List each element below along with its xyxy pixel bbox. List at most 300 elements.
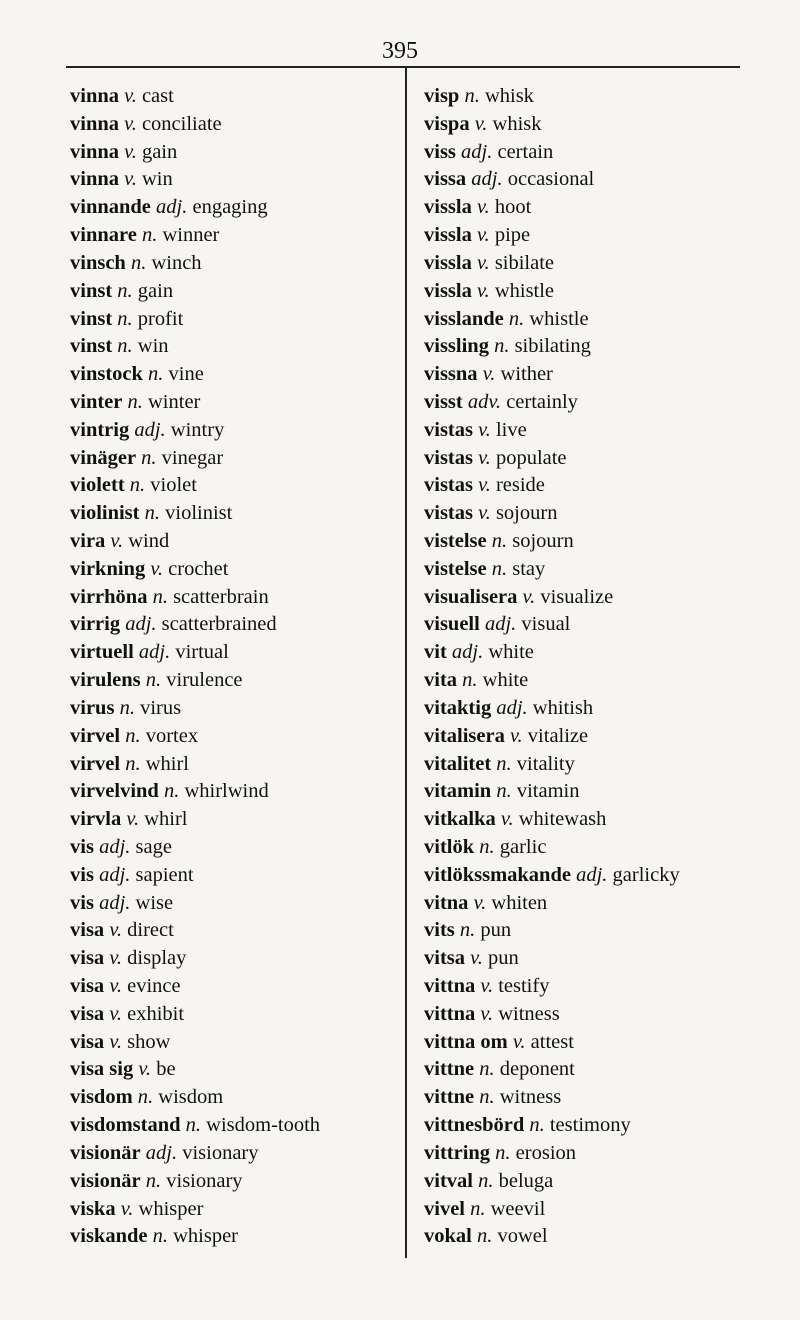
headword: vinna xyxy=(70,112,119,135)
part-of-speech: n. xyxy=(152,585,168,608)
dictionary-entry xyxy=(70,139,320,167)
headword: vittnesbörd xyxy=(424,1114,525,1137)
dictionary-entry xyxy=(70,723,320,751)
part-of-speech: v. xyxy=(500,808,514,831)
translation: erosion xyxy=(515,1141,577,1164)
translation: scatterbrained xyxy=(161,613,277,636)
dictionary-entry xyxy=(424,361,680,389)
headword: vinst xyxy=(70,279,113,302)
headword: vinnare xyxy=(70,224,137,247)
part-of-speech: v. xyxy=(473,891,487,914)
dictionary-entry xyxy=(424,1056,680,1084)
dictionary-entry xyxy=(70,695,320,723)
headword: vissna xyxy=(424,363,478,386)
translation: wisdom xyxy=(158,1086,224,1109)
dictionary-entry xyxy=(70,1001,320,1029)
headword: vittne xyxy=(424,1086,475,1109)
translation: vitamin xyxy=(516,780,580,803)
dictionary-entry xyxy=(424,417,680,445)
headword: visuell xyxy=(424,613,480,636)
dictionary-entry xyxy=(70,1112,320,1140)
part-of-speech: v. xyxy=(126,808,140,831)
part-of-speech: adj. xyxy=(99,835,131,858)
headword: visa xyxy=(70,919,105,942)
part-of-speech: adj. xyxy=(99,891,131,914)
headword: vis xyxy=(70,891,94,914)
dictionary-entry xyxy=(70,278,320,306)
translation: vortex xyxy=(145,724,199,747)
dictionary-entry xyxy=(70,834,320,862)
part-of-speech: n. xyxy=(496,780,512,803)
dictionary-entry xyxy=(70,973,320,1001)
translation: beluga xyxy=(498,1169,554,1192)
dictionary-entry xyxy=(70,778,320,806)
part-of-speech: n. xyxy=(127,390,143,413)
headword: vissla xyxy=(424,196,472,219)
part-of-speech: v. xyxy=(478,502,491,525)
part-of-speech: adj. xyxy=(461,140,493,163)
part-of-speech: n. xyxy=(478,1169,494,1192)
translation: wisdom-tooth xyxy=(206,1114,321,1137)
headword: vintrig xyxy=(70,418,130,441)
headword: vistas xyxy=(424,418,473,441)
translation: visionary xyxy=(166,1169,243,1192)
part-of-speech: v. xyxy=(124,140,137,163)
dictionary-entry xyxy=(424,528,680,556)
translation: garlic xyxy=(499,835,547,858)
translation: virtual xyxy=(175,641,229,664)
translation: whirlwind xyxy=(184,780,269,803)
headword: virtuell xyxy=(70,641,134,664)
headword: vittna om xyxy=(424,1030,508,1053)
translation: profit xyxy=(137,307,184,330)
headword: visa xyxy=(70,1030,105,1053)
part-of-speech: n. xyxy=(529,1114,545,1137)
dictionary-entry xyxy=(424,611,680,639)
part-of-speech: n. xyxy=(476,1225,493,1248)
headword: viskande xyxy=(70,1225,148,1248)
headword: virus xyxy=(70,696,115,719)
headword: visualisera xyxy=(424,585,518,608)
dictionary-entry xyxy=(70,1029,320,1057)
dictionary-entry xyxy=(70,1168,320,1196)
headword: virvelvind xyxy=(70,780,159,803)
translation: virulence xyxy=(166,669,243,692)
translation: gain xyxy=(141,140,178,163)
headword: vitval xyxy=(424,1169,473,1192)
translation: be xyxy=(156,1058,176,1081)
dictionary-entry xyxy=(424,1196,680,1224)
dictionary-entry xyxy=(424,945,680,973)
headword: vittring xyxy=(424,1141,491,1164)
headword: vissling xyxy=(424,335,489,358)
headword: vittne xyxy=(424,1058,475,1081)
headword: vita xyxy=(424,669,458,692)
translation: pun xyxy=(480,919,512,942)
headword: vitna xyxy=(424,891,469,914)
translation: sage xyxy=(135,835,172,858)
part-of-speech: v. xyxy=(470,947,483,970)
part-of-speech: n. xyxy=(125,724,141,747)
dictionary-entry xyxy=(70,806,320,834)
translation: virus xyxy=(140,696,182,719)
translation: display xyxy=(127,947,187,970)
headword: visionär xyxy=(70,1141,141,1164)
dictionary-entry xyxy=(424,111,680,139)
part-of-speech: v. xyxy=(124,85,137,107)
headword: vissla xyxy=(424,251,472,274)
part-of-speech: n. xyxy=(464,85,480,107)
dictionary-entry xyxy=(424,1029,680,1057)
dictionary-entry xyxy=(424,778,680,806)
translation: white xyxy=(482,669,529,692)
left-column xyxy=(70,83,320,1251)
translation: certainly xyxy=(506,390,578,413)
dictionary-entry xyxy=(70,639,320,667)
headword: visdomstand xyxy=(70,1114,181,1137)
dictionary-entry xyxy=(424,890,680,918)
headword: vitlök xyxy=(424,835,475,858)
dictionary-entry xyxy=(424,445,680,473)
headword: visst xyxy=(424,390,463,413)
headword: virvla xyxy=(70,808,122,831)
part-of-speech: adj. xyxy=(451,641,484,664)
translation: whiten xyxy=(491,891,548,914)
part-of-speech: n. xyxy=(145,669,162,692)
headword: visa xyxy=(70,975,105,997)
headword: vistelse xyxy=(424,557,487,580)
dictionary-entry xyxy=(70,500,320,528)
headword: violinist xyxy=(70,502,140,525)
headword: visp xyxy=(424,85,460,107)
part-of-speech: v. xyxy=(522,585,536,608)
dictionary-entry xyxy=(70,667,320,695)
part-of-speech: v. xyxy=(109,1030,123,1053)
headword: virvel xyxy=(70,752,121,775)
part-of-speech: v. xyxy=(138,1058,152,1081)
part-of-speech: v. xyxy=(480,1002,494,1025)
translation: pun xyxy=(487,947,519,970)
part-of-speech: n. xyxy=(491,530,508,552)
dictionary-entry xyxy=(70,472,320,500)
part-of-speech: v. xyxy=(120,1197,134,1220)
headword: visionär xyxy=(70,1169,141,1192)
part-of-speech: v. xyxy=(124,168,137,191)
part-of-speech: n. xyxy=(119,696,135,719)
dictionary-entry xyxy=(70,222,320,250)
part-of-speech: adj. xyxy=(145,1141,178,1164)
translation: certain xyxy=(497,140,554,163)
dictionary-entry xyxy=(70,250,320,278)
part-of-speech: adv. xyxy=(467,390,502,413)
dictionary-entry xyxy=(424,806,680,834)
part-of-speech: v. xyxy=(482,363,496,386)
headword: violett xyxy=(70,474,125,497)
part-of-speech: v. xyxy=(476,196,490,219)
translation: testimony xyxy=(549,1114,631,1137)
part-of-speech: n. xyxy=(125,752,141,775)
headword: vitaktig xyxy=(424,696,492,719)
translation: whirl xyxy=(144,808,188,831)
translation: visionary xyxy=(182,1141,259,1164)
headword: virkning xyxy=(70,557,146,580)
translation: whirl xyxy=(145,752,189,775)
translation: wintry xyxy=(170,418,225,441)
dictionary-entry xyxy=(424,389,680,417)
dictionary-entry xyxy=(424,500,680,528)
translation: winch xyxy=(151,251,202,274)
part-of-speech: adj. xyxy=(576,863,608,886)
page-number: 395 xyxy=(382,38,418,64)
dictionary-entry xyxy=(424,222,680,250)
dictionary-entry xyxy=(70,389,320,417)
translation: scatterbrain xyxy=(173,585,269,608)
part-of-speech: n. xyxy=(141,446,157,469)
translation: reside xyxy=(495,474,545,497)
dictionary-entry xyxy=(70,111,320,139)
part-of-speech: adj. xyxy=(125,613,157,636)
translation: vitalize xyxy=(527,724,589,747)
translation: direct xyxy=(127,919,174,942)
part-of-speech: v. xyxy=(109,919,123,942)
dictionary-entry xyxy=(424,973,680,1001)
headword: visa xyxy=(70,1002,105,1025)
dictionary-entry xyxy=(70,751,320,779)
dictionary-entry xyxy=(70,333,320,361)
translation: occasional xyxy=(507,168,595,191)
translation: cast xyxy=(141,85,174,107)
headword: vistas xyxy=(424,446,473,469)
headword: vissla xyxy=(424,224,472,247)
translation: deponent xyxy=(499,1058,575,1081)
part-of-speech: v. xyxy=(109,947,123,970)
translation: show xyxy=(127,1030,171,1053)
part-of-speech: n. xyxy=(508,307,525,330)
translation: conciliate xyxy=(141,112,222,135)
headword: vinst xyxy=(70,307,113,330)
dictionary-entry xyxy=(424,472,680,500)
translation: gain xyxy=(137,279,174,302)
dictionary-entry xyxy=(70,194,320,222)
part-of-speech: n. xyxy=(491,557,508,580)
part-of-speech: adj. xyxy=(484,613,517,636)
dictionary-entry xyxy=(70,417,320,445)
part-of-speech: v. xyxy=(150,557,164,580)
headword: visa sig xyxy=(70,1058,134,1081)
part-of-speech: n. xyxy=(479,1086,495,1109)
dictionary-entry xyxy=(70,556,320,584)
headword: vitsa xyxy=(424,947,465,970)
dictionary-entry xyxy=(70,584,320,612)
translation: exhibit xyxy=(127,1002,185,1025)
translation: vitality xyxy=(516,752,575,775)
translation: sapient xyxy=(135,863,194,886)
translation: wind xyxy=(128,530,170,552)
translation: sibilate xyxy=(494,251,555,274)
part-of-speech: adj. xyxy=(134,418,166,441)
translation: white xyxy=(488,641,534,664)
part-of-speech: n. xyxy=(163,780,180,803)
translation: attest xyxy=(530,1030,574,1053)
part-of-speech: v. xyxy=(509,724,523,747)
part-of-speech: n. xyxy=(117,307,133,330)
headword: visa xyxy=(70,947,105,970)
translation: winner xyxy=(162,224,220,247)
part-of-speech: n. xyxy=(496,752,512,775)
dictionary-entry xyxy=(424,139,680,167)
part-of-speech: v. xyxy=(480,975,494,997)
part-of-speech: n. xyxy=(148,363,164,386)
part-of-speech: n. xyxy=(117,335,133,358)
dictionary-entry xyxy=(424,166,680,194)
headword: vits xyxy=(424,919,455,942)
translation: testify xyxy=(498,975,550,997)
part-of-speech: v. xyxy=(109,1002,123,1025)
dictionary-entry xyxy=(70,890,320,918)
translation: whistle xyxy=(529,307,589,330)
part-of-speech: n. xyxy=(470,1197,486,1220)
part-of-speech: v. xyxy=(478,446,491,469)
translation: whitewash xyxy=(518,808,607,831)
dictionary-entry xyxy=(70,528,320,556)
dictionary-entry xyxy=(70,945,320,973)
translation: whisk xyxy=(492,112,542,135)
headword: vis xyxy=(70,863,94,886)
headword: visdom xyxy=(70,1086,133,1109)
translation: witness xyxy=(499,1086,562,1109)
dictionary-entry xyxy=(70,1056,320,1084)
dictionary-entry xyxy=(424,723,680,751)
headword: vinna xyxy=(70,140,119,163)
part-of-speech: n. xyxy=(141,224,158,247)
part-of-speech: n. xyxy=(117,279,133,302)
translation: whitish xyxy=(532,696,594,719)
headword: vinsch xyxy=(70,251,126,274)
part-of-speech: v. xyxy=(124,112,137,135)
translation: vowel xyxy=(497,1225,548,1248)
translation: wise xyxy=(135,891,174,914)
dictionary-entry xyxy=(424,584,680,612)
part-of-speech: n. xyxy=(479,1058,495,1081)
headword: vitalisera xyxy=(424,724,505,747)
part-of-speech: v. xyxy=(478,474,491,497)
headword: viss xyxy=(424,140,456,163)
headword: vispa xyxy=(424,112,470,135)
headword: virrig xyxy=(70,613,121,636)
headword: vinäger xyxy=(70,446,137,469)
dictionary-entry xyxy=(424,306,680,334)
dictionary-entry xyxy=(424,194,680,222)
part-of-speech: n. xyxy=(145,1169,162,1192)
part-of-speech: v. xyxy=(478,418,491,441)
translation: evince xyxy=(127,975,181,997)
headword: virvel xyxy=(70,724,121,747)
part-of-speech: n. xyxy=(152,1225,168,1248)
part-of-speech: n. xyxy=(144,502,160,525)
dictionary-entry xyxy=(424,1084,680,1112)
translation: winter xyxy=(148,390,201,413)
dictionary-entry xyxy=(424,695,680,723)
headword: vitalitet xyxy=(424,752,492,775)
translation: violet xyxy=(150,474,197,497)
part-of-speech: n. xyxy=(459,919,476,942)
dictionary-entry xyxy=(424,1223,680,1251)
translation: live xyxy=(495,418,527,441)
dictionary-entry xyxy=(424,862,680,890)
translation: whisper xyxy=(138,1197,204,1220)
part-of-speech: adj. xyxy=(496,696,528,719)
translation: vine xyxy=(168,363,204,386)
translation: whistle xyxy=(494,279,555,302)
headword: vokal xyxy=(424,1225,472,1248)
headword: vittna xyxy=(424,1002,476,1025)
translation: win xyxy=(137,335,169,358)
part-of-speech: n. xyxy=(185,1114,202,1137)
translation: engaging xyxy=(192,196,268,219)
dictionary-entry xyxy=(70,917,320,945)
dictionary-entry xyxy=(424,556,680,584)
part-of-speech: v. xyxy=(476,251,490,274)
translation: vinegar xyxy=(161,446,224,469)
translation: witness xyxy=(498,1002,560,1025)
translation: violinist xyxy=(165,502,233,525)
dictionary-entry xyxy=(424,1140,680,1168)
translation: sibilating xyxy=(514,335,591,358)
part-of-speech: n. xyxy=(137,1086,154,1109)
part-of-speech: v. xyxy=(109,975,123,997)
headword: vitamin xyxy=(424,780,492,803)
headword: vistas xyxy=(424,502,473,525)
dictionary-entry xyxy=(70,862,320,890)
translation: crochet xyxy=(168,557,229,580)
translation: hoot xyxy=(494,196,532,219)
headword: virulens xyxy=(70,669,141,692)
headword: vinstock xyxy=(70,363,143,386)
dictionary-entry xyxy=(70,83,320,111)
headword: viska xyxy=(70,1197,116,1220)
dictionary-entry xyxy=(70,1084,320,1112)
translation: weevil xyxy=(490,1197,546,1220)
part-of-speech: v. xyxy=(110,530,124,552)
headword: vitlökssmakande xyxy=(424,863,571,886)
part-of-speech: n. xyxy=(129,474,146,497)
headword: vissa xyxy=(424,168,467,191)
headword: vivel xyxy=(424,1197,465,1220)
dictionary-entry xyxy=(70,1223,320,1251)
top-rule xyxy=(66,66,740,68)
headword: virrhöna xyxy=(70,585,148,608)
part-of-speech: v. xyxy=(474,112,488,135)
dictionary-entry xyxy=(70,306,320,334)
translation: whisk xyxy=(484,85,534,107)
headword: vistelse xyxy=(424,530,487,552)
translation: visualize xyxy=(540,585,614,608)
column-divider xyxy=(405,66,407,1258)
part-of-speech: n. xyxy=(130,251,147,274)
part-of-speech: adj. xyxy=(156,196,188,219)
headword: vinna xyxy=(70,168,119,191)
part-of-speech: n. xyxy=(479,835,495,858)
dictionary-entry xyxy=(70,1140,320,1168)
dictionary-entry xyxy=(424,278,680,306)
translation: sojourn xyxy=(495,502,558,525)
translation: win xyxy=(141,168,173,191)
translation: visual xyxy=(521,613,571,636)
dictionary-entry xyxy=(424,1168,680,1196)
part-of-speech: adj. xyxy=(138,641,171,664)
dictionary-entry xyxy=(424,639,680,667)
dictionary-entry xyxy=(70,361,320,389)
